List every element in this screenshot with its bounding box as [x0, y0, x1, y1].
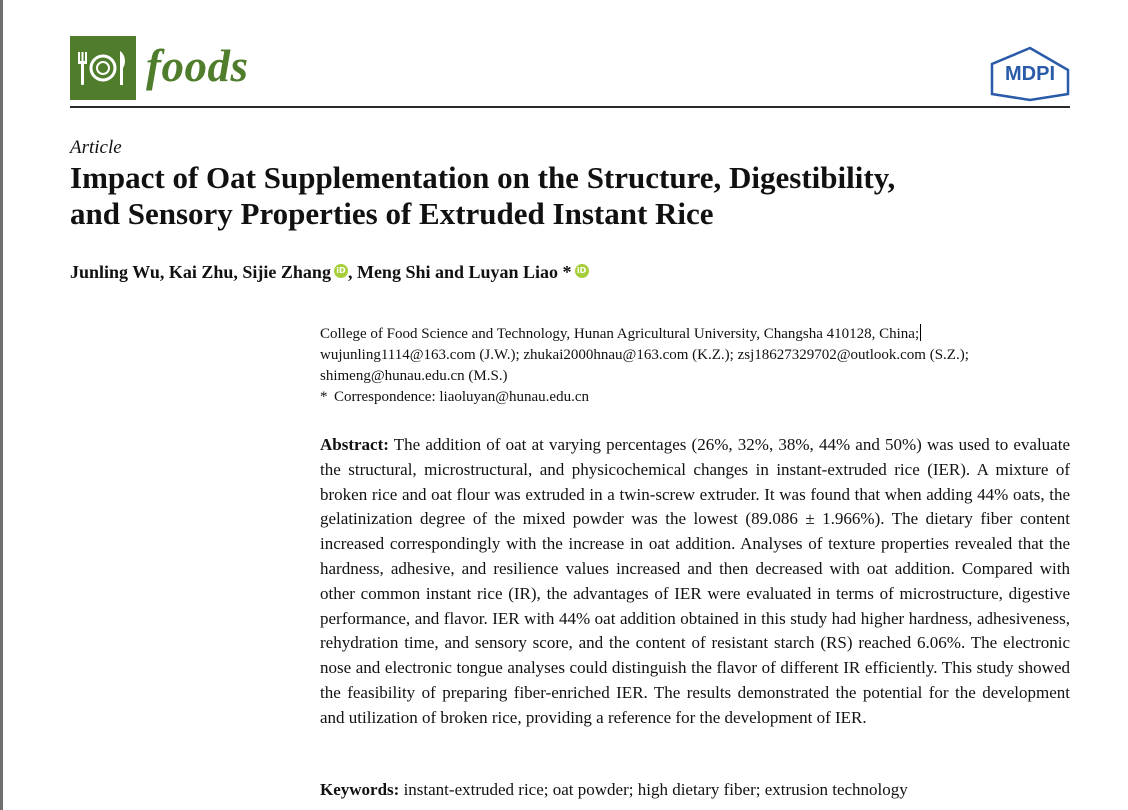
orcid-icon[interactable]: iD [575, 264, 589, 278]
text-cursor [920, 324, 921, 341]
abstract [320, 433, 1070, 731]
correspondence-marker: * [320, 389, 328, 405]
keywords [320, 778, 908, 802]
orcid-icon[interactable]: iD [334, 264, 348, 278]
abstract-label: Abstract: [320, 435, 389, 454]
left-edge-rule [0, 0, 3, 810]
abstract-text: The addition of oat at varying percentages (26%, 32%, 38%, 44% and 50%) was used to evaluate the structural, microstructural, and physicochemical changes in instant-extruded rice (IER). A mixture of broken rice and oat flour was extruded in a twin-screw extruder. It was found that when adding 44% oats, the gelatinization degree of the mixed powder was the lowest (89.086 ± 1.966%). The dietary fiber content increased correspondingly with the increase in oat addition. Analyses of texture properties revealed that the hardness, adhesive, and resilience values increased and then decreased with oat addition. Compared with other common instant rice (IR), the advantages of IER were evaluated in terms of microstructure, digestive performance, and flavor. IER with 44% oat addition obtained in this study had higher hardness, adhesiveness, rehydration time, and sensory score, and the content of resistant starch (RS) reached 6.06%. The electronic nose and electronic tongue analyses could distinguish the flavor of different IR efficiently. This study showed the feasibility of preparing fiber-enriched IER. The results demonstrated the potential for the development and utilization of broken rice, providing a reference for the development of IER. [320, 435, 1070, 727]
title-line-2: and Sensory Properties of Extruded Instant Rice [70, 196, 714, 231]
mdpi-logo [988, 46, 1072, 102]
journal-name: foods [146, 41, 249, 91]
keywords-text: instant-extruded rice; oat powder; high dietary fiber; extrusion technology [403, 780, 908, 799]
authors-part-2: , Meng Shi and Luyan Liao * [347, 262, 572, 282]
author-list [70, 259, 589, 285]
publisher-name: MDPI [1005, 63, 1055, 85]
affiliation-line-3: shimeng@hunau.edu.cn (M.S.) [320, 368, 508, 384]
plate-fork-knife-icon [70, 36, 136, 100]
affiliation-line-2: wujunling1114@163.com (J.W.); zhukai2000hnau@163.com (K.Z.); zsj18627329702@outlook.com (S.Z.); [320, 347, 969, 363]
title-line-1: Impact of Oat Supplementation on the Structure, Digestibility, [70, 160, 896, 195]
article-type: Article [70, 137, 122, 158]
keywords-label: Keywords: [320, 780, 400, 799]
affiliation-text: College of Food Science and Technology, Hunan Agricultural University, Changsha 410128, China; [320, 326, 920, 342]
header-rule [70, 106, 1070, 108]
affiliation-line-1 [320, 324, 969, 345]
correspondence [320, 387, 969, 408]
affiliations [320, 324, 969, 408]
article-title [70, 160, 1090, 232]
authors-part-1: Junling Wu, Kai Zhu, Sijie Zhang [70, 262, 331, 282]
correspondence-text: Correspondence: liaoluyan@hunau.edu.cn [334, 389, 589, 405]
